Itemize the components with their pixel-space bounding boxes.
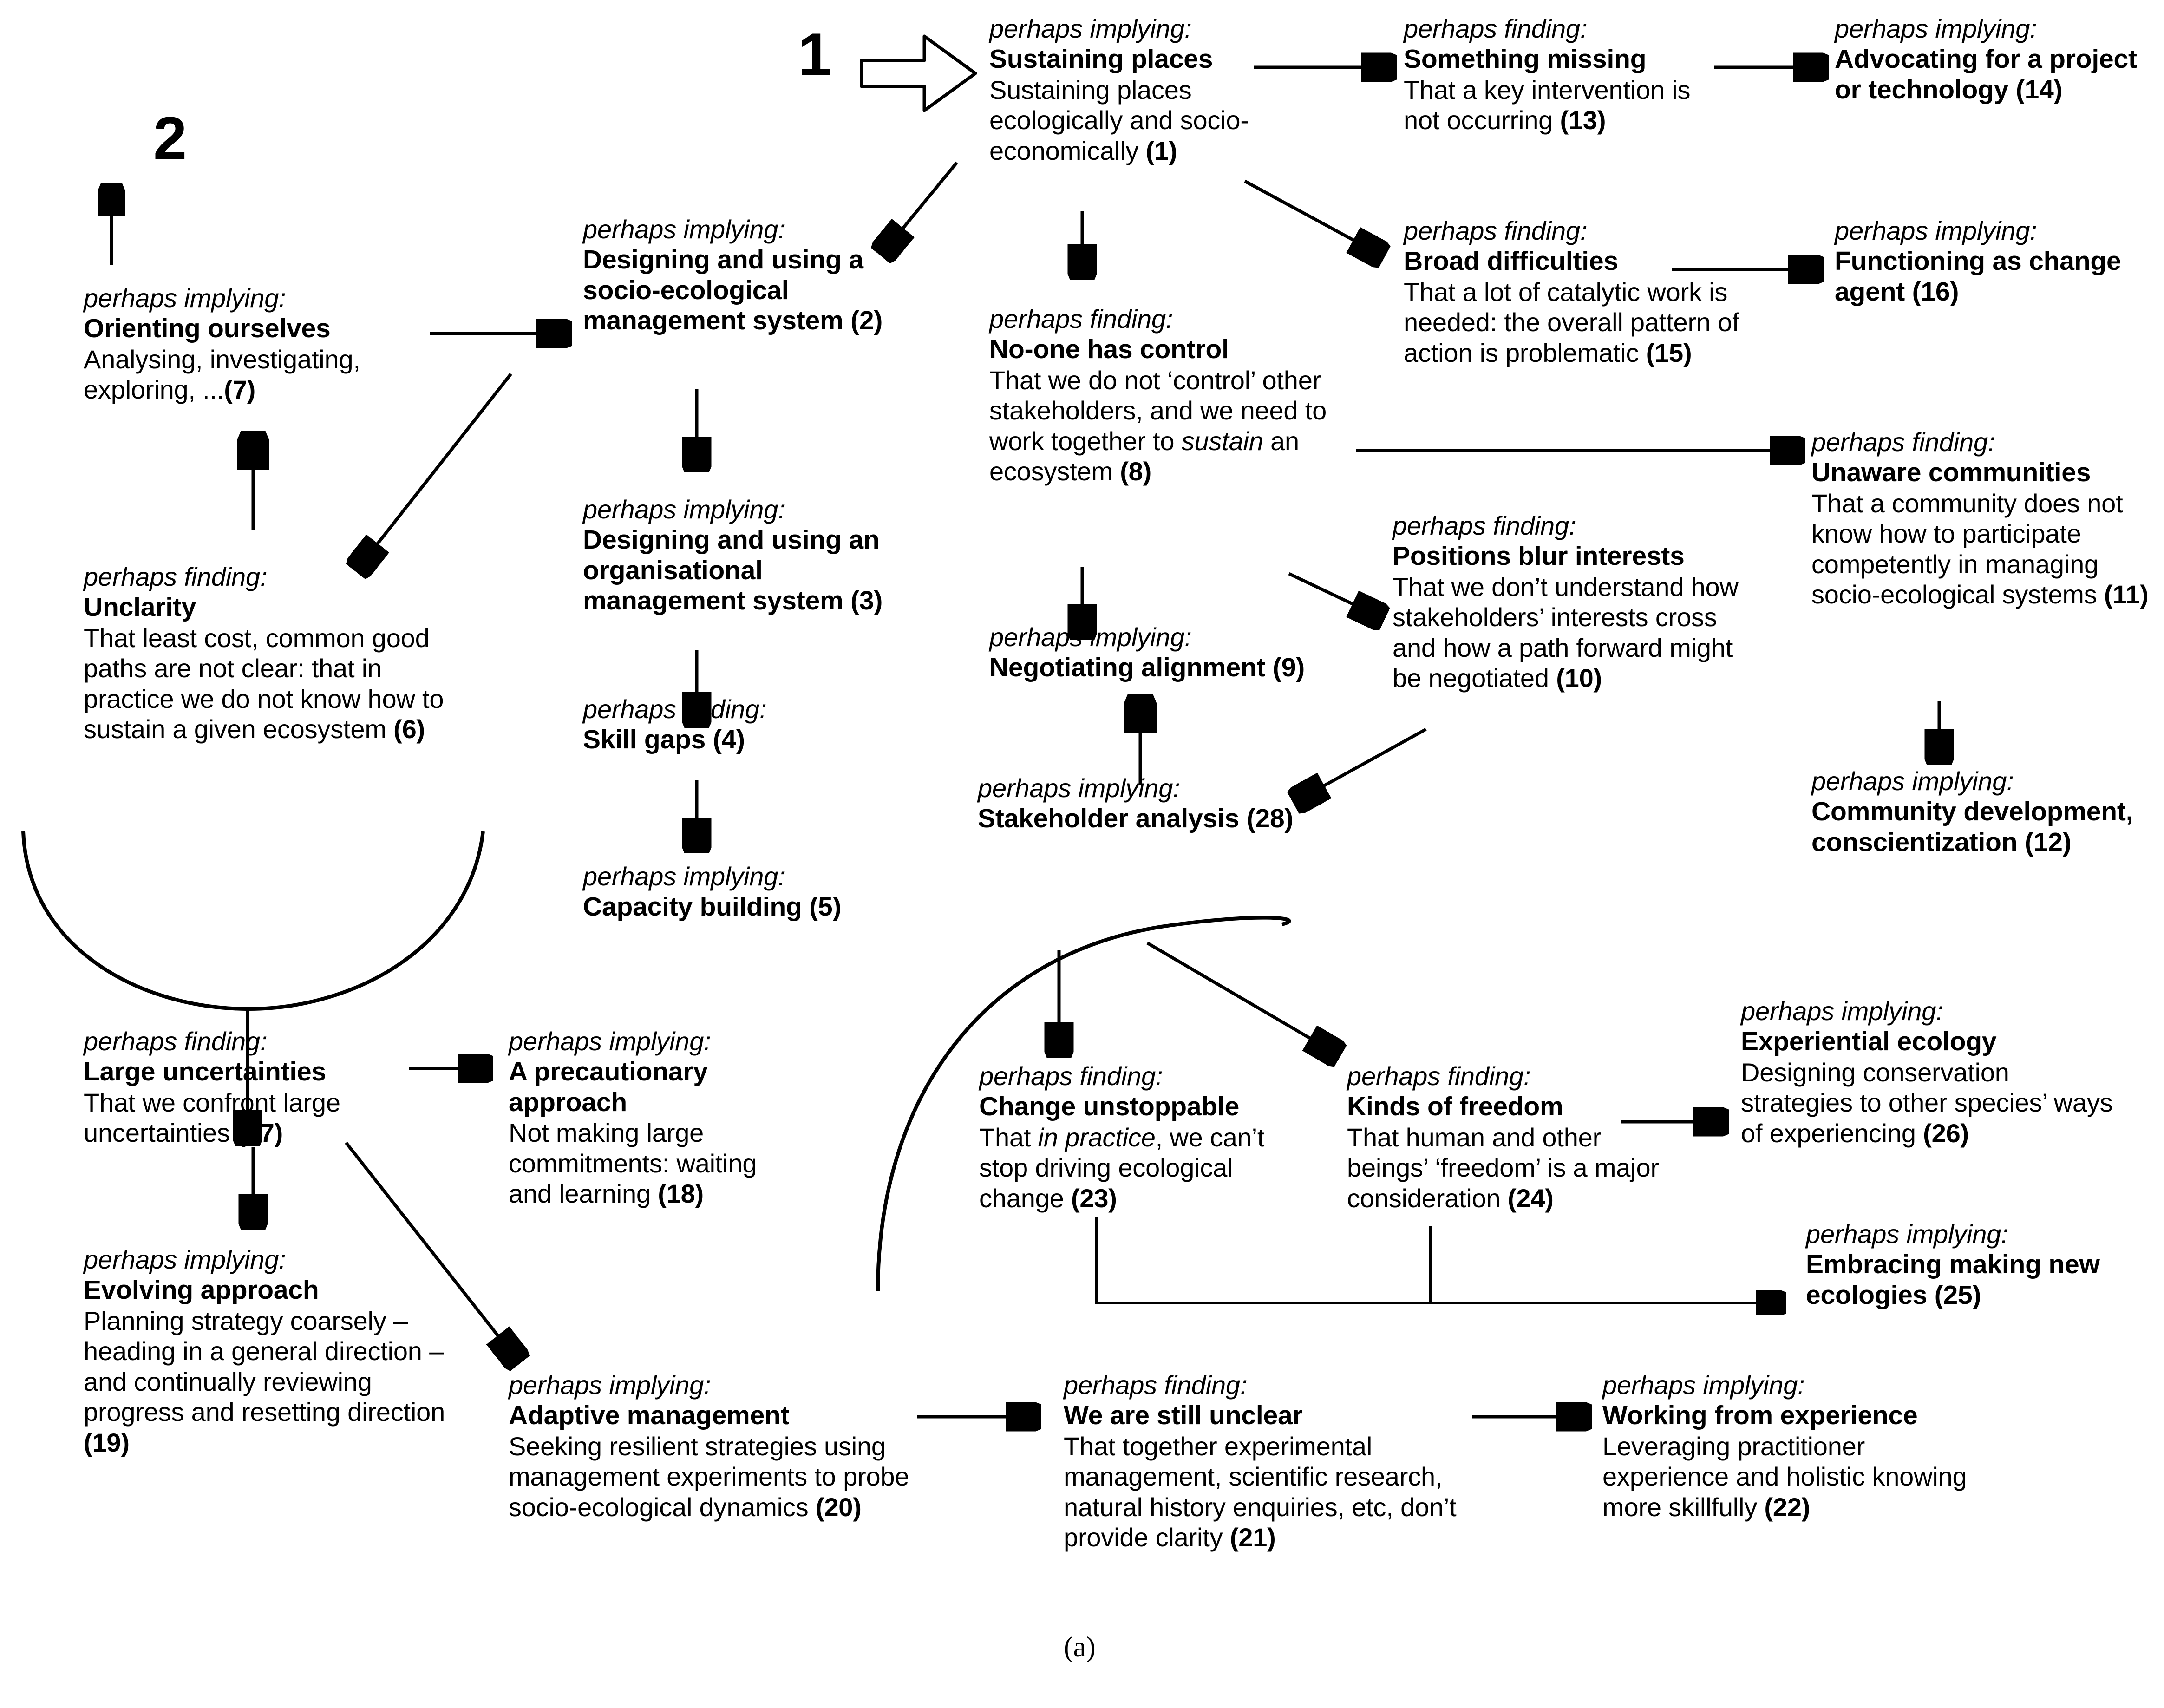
node-22-body: Leveraging practitioner experience and holistic knowing more skillfully (22) (1602, 1431, 1967, 1522)
node-17[interactable] (84, 1027, 418, 1148)
node-14[interactable] (1835, 14, 2155, 105)
node-25[interactable] (1806, 1219, 2122, 1310)
node-22-kicker: perhaps implying: (1602, 1370, 1805, 1400)
node-7-kicker: perhaps implying: (84, 283, 286, 313)
node-13-body: That a key intervention is not occurring (13) (1404, 75, 1691, 135)
node-15[interactable] (1404, 216, 1780, 368)
node-8[interactable] (989, 304, 1352, 487)
node-10-title: Positions blur interests (1393, 541, 1685, 571)
node-13-kicker: perhaps finding: (1404, 14, 1588, 43)
node-8-body: That we do not ‘control’ other stakeholders, and we need to work together to sustain an ecosystem (8) (989, 365, 1327, 486)
node-2-title: Designing and using a socio-ecological management system (2) (583, 244, 883, 336)
node-1-title: Sustaining places (989, 44, 1213, 74)
node-1-kicker: perhaps implying: (989, 14, 1192, 43)
node-8-kicker: perhaps finding: (989, 304, 1173, 334)
node-6-title: Unclarity (84, 592, 196, 622)
node-28-kicker: perhaps implying: (978, 773, 1180, 803)
brace-6-7-to-17 (23, 831, 483, 1009)
node-4[interactable] (583, 694, 908, 755)
node-1[interactable] (989, 14, 1249, 166)
node-24-kicker: perhaps finding: (1347, 1061, 1531, 1091)
node-19-title: Evolving approach (84, 1275, 319, 1305)
node-12-title: Community development, conscientization (12) (1811, 796, 2133, 857)
node-23-title: Change unstoppable (979, 1091, 1240, 1121)
node-23-kicker: perhaps finding: (979, 1061, 1163, 1091)
node-7-body: Analysing, investigating, exploring, ...(7) (84, 344, 360, 405)
node-20[interactable] (509, 1370, 941, 1522)
node-19-body: Planning strategy coarsely – heading in a general direction – and continually reviewing progress and resetting direction (19) (84, 1306, 445, 1457)
node-8-title: No-one has control (989, 334, 1229, 364)
node-15-body: That a lot of catalytic work is needed: the overall pattern of action is problematic (15) (1404, 277, 1739, 367)
node-18-kicker: perhaps implying: (509, 1027, 711, 1056)
node-11-title: Unaware communities (1811, 457, 2091, 487)
node-13-title: Something missing (1404, 44, 1647, 74)
entry-marker-2: 2 (153, 104, 187, 172)
node-17-kicker: perhaps finding: (84, 1027, 268, 1056)
node-3-title: Designing and using an organisational management system (3) (583, 524, 883, 616)
node-16-title: Functioning as change agent (16) (1835, 246, 2121, 307)
node-20-title: Adaptive management (509, 1400, 790, 1430)
node-20-body: Seeking resilient strategies using management experiments to probe socio-ecological dynamics (20) (509, 1431, 909, 1522)
node-6[interactable] (84, 562, 451, 745)
node-26[interactable] (1741, 996, 2126, 1148)
node-9-title: Negotiating alignment (9) (989, 652, 1305, 682)
node-21-title: We are still unclear (1064, 1400, 1303, 1430)
node-16[interactable] (1835, 216, 2155, 307)
node-24-title: Kinds of freedom (1347, 1091, 1563, 1121)
node-28[interactable] (978, 773, 1377, 834)
node-12[interactable] (1811, 766, 2157, 857)
node-15-title: Broad difficulties (1404, 246, 1618, 276)
edge-1-to-15 (1245, 181, 1382, 255)
node-19-kicker: perhaps implying: (84, 1245, 286, 1274)
node-18-title: A precautionary approach (509, 1056, 708, 1117)
node-1-body: Sustaining places ecologically and socio-economically (1) (989, 75, 1249, 165)
entry-marker-1: 1 (798, 20, 832, 88)
node-21-body: That together experimental management, scientific research, natural history enquiries, etc, don’t provide clarity (21) (1064, 1431, 1457, 1552)
node-5-kicker: perhaps implying: (583, 862, 785, 891)
node-5-title: Capacity building (5) (583, 891, 842, 922)
edge-arc-to-24 (1147, 943, 1338, 1054)
node-26-kicker: perhaps implying: (1741, 996, 1943, 1026)
node-24-body: That human and other beings’ ‘freedom’ is a major consideration (24) (1347, 1122, 1659, 1213)
node-16-kicker: perhaps implying: (1835, 216, 2037, 245)
node-25-kicker: perhaps implying: (1806, 1219, 2008, 1249)
node-21-kicker: perhaps finding: (1064, 1370, 1248, 1400)
node-10[interactable] (1393, 511, 1746, 694)
node-24[interactable] (1347, 1061, 1681, 1213)
node-6-kicker: perhaps finding: (84, 562, 268, 591)
node-4-title: Skill gaps (4) (583, 724, 745, 754)
node-14-title: Advocating for a project or technology (14) (1835, 44, 2137, 105)
node-10-body: That we don’t understand how stakeholders’ interests cross and how a path forward might be negotiated (10) (1393, 572, 1739, 693)
node-21[interactable] (1064, 1370, 1482, 1553)
node-17-title: Large uncertainties (84, 1056, 327, 1086)
node-26-body: Designing conservation strategies to other species’ ways of experiencing (26) (1741, 1057, 2113, 1148)
node-9-kicker: perhaps implying: (989, 622, 1192, 652)
node-13[interactable] (1404, 14, 1719, 136)
node-5[interactable] (583, 862, 908, 923)
node-22[interactable] (1602, 1370, 1997, 1522)
node-9[interactable] (989, 622, 1333, 683)
node-26-title: Experiential ecology (1741, 1026, 1997, 1056)
node-25-title: Embracing making new ecologies (25) (1806, 1249, 2100, 1310)
node-2[interactable] (583, 215, 908, 336)
node-14-kicker: perhaps implying: (1835, 14, 2037, 43)
node-11-body: That a community does not know how to participate competently in managing socio-ecological systems (11) (1811, 488, 2149, 609)
node-18-body: Not making large commitments: waiting and learning (18) (509, 1118, 757, 1209)
node-15-kicker: perhaps finding: (1404, 216, 1588, 245)
node-6-body: That least cost, common good paths are not clear: that in practice we do not know how to sustain a given ecosystem (6) (84, 623, 444, 744)
node-11-kicker: perhaps finding: (1811, 427, 1995, 457)
node-3-kicker: perhaps implying: (583, 495, 785, 524)
node-17-body: That we confront large uncertainties (17) (84, 1087, 340, 1148)
node-22-title: Working from experience (1602, 1400, 1918, 1430)
edge-8-to-10 (1289, 574, 1382, 618)
figure-caption: (a) (1064, 1631, 1096, 1663)
node-19[interactable] (84, 1245, 451, 1458)
node-20-kicker: perhaps implying: (509, 1370, 711, 1400)
node-18[interactable] (509, 1027, 783, 1209)
node-23[interactable] (979, 1061, 1304, 1213)
node-12-kicker: perhaps implying: (1811, 766, 2014, 796)
node-23-body: That in practice, we can’t stop driving ecological change (23) (979, 1122, 1265, 1213)
elbow-to-25 (1096, 1217, 1784, 1303)
node-7[interactable] (84, 283, 427, 405)
node-4-kicker: perhaps finding: (583, 694, 767, 724)
node-11[interactable] (1811, 427, 2157, 610)
node-7-title: Orienting ourselves (84, 313, 331, 343)
node-28-title: Stakeholder analysis (28) (978, 803, 1294, 833)
node-10-kicker: perhaps finding: (1393, 511, 1576, 540)
entry-arrow-1 (862, 36, 975, 111)
node-2-kicker: perhaps implying: (583, 215, 785, 244)
node-3[interactable] (583, 495, 908, 616)
